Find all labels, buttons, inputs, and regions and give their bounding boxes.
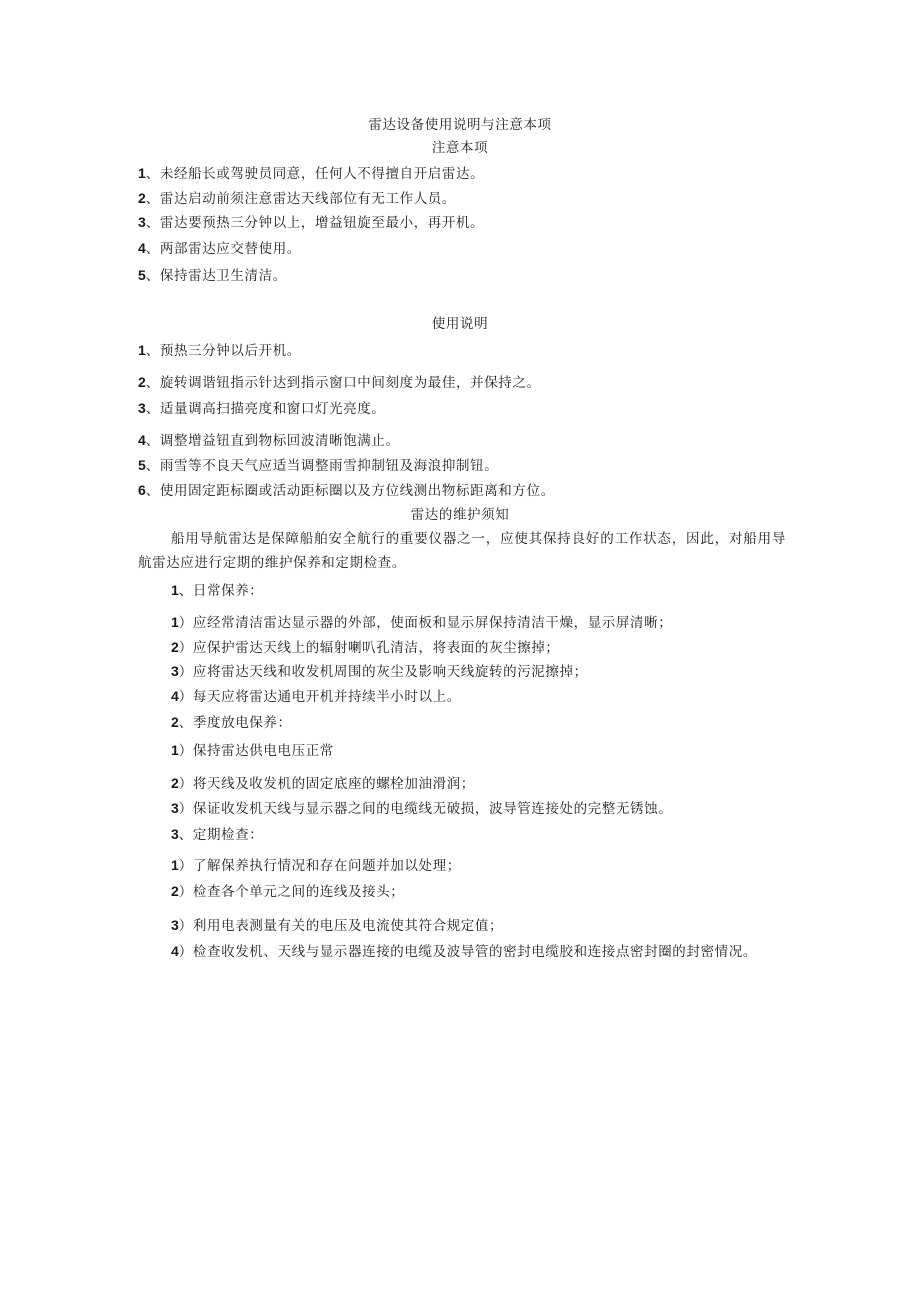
item-text: 、预热三分钟以后开机。	[145, 343, 301, 359]
item-number: 2	[171, 639, 179, 655]
item-number: 2	[171, 883, 179, 899]
item-number: 2	[138, 374, 146, 390]
item-text: 、旋转调谐钮指示针达到指示窗口中间刻度为最佳，并保持之。	[145, 375, 541, 391]
maintenance-item	[171, 916, 503, 935]
precaution-item	[138, 213, 484, 232]
group-title-text: 、日常保养：	[178, 583, 264, 599]
maintenance-item	[171, 882, 404, 901]
item-number: 4	[138, 240, 146, 256]
maintenance-item	[171, 687, 461, 706]
item-text: ）利用电表测量有关的电压及电流使其符合规定值；	[178, 918, 504, 934]
item-number: 3	[138, 214, 146, 230]
maintenance-item	[138, 939, 786, 964]
item-number: 5	[138, 457, 146, 473]
item-number: 4	[171, 943, 179, 959]
item-text: ）保证收发机天线与显示器之间的电缆线无破损，波导管连接处的完整无锈蚀。	[178, 801, 673, 817]
group-title-text: 、季度放电保养：	[178, 715, 292, 731]
item-text: 、适量调高扫描亮度和窗口灯光亮度。	[145, 401, 386, 417]
item-text: ）应将雷达天线和收发机周围的灰尘及影响天线旋转的污泥擦掉；	[178, 664, 588, 680]
item-text: ）将天线及收发机的固定底座的螺栓加油滑润；	[178, 776, 475, 792]
maintenance-item	[171, 662, 588, 681]
maintenance-item	[171, 613, 672, 632]
maintenance-item	[171, 638, 560, 657]
group-number: 2	[171, 714, 179, 730]
item-number: 2	[138, 190, 146, 206]
item-text: ）应经常清洁雷达显示器的外部，使面板和显示屏保持清洁干燥，显示屏清晰；	[178, 615, 673, 631]
item-text: 、使用固定距标圈或活动距标圈以及方位线测出物标距离和方位。	[145, 483, 555, 499]
item-text: 、保持雷达卫生清洁。	[145, 268, 287, 284]
item-number: 2	[171, 775, 179, 791]
maintenance-item	[171, 856, 461, 875]
item-text: 、调整增益钮直到物标回波清晰饱满止。	[145, 433, 400, 449]
group-number: 1	[171, 582, 179, 598]
item-text: ）每天应将雷达通电开机并持续半小时以上。	[178, 689, 461, 705]
precaution-item	[138, 164, 484, 183]
precaution-item	[138, 189, 456, 208]
item-text: ）了解保养执行情况和存在问题并加以处理；	[178, 858, 461, 874]
group-title-text: 、定期检查：	[178, 827, 264, 843]
item-text: 、雨雪等不良天气应适当调整雨雪抑制钮及海浪抑制钮。	[145, 458, 499, 474]
instruction-item	[138, 431, 400, 450]
item-number: 4	[171, 688, 179, 704]
maintenance-item	[171, 741, 334, 760]
item-number: 3	[138, 400, 146, 416]
item-number: 3	[171, 800, 179, 816]
item-number: 1	[138, 342, 146, 358]
item-text: 、雷达要预热三分钟以上，增益钮旋至最小，再开机。	[145, 215, 485, 231]
item-text: 、雷达启动前须注意雷达天线部位有无工作人员。	[145, 191, 456, 207]
maintenance-group-title	[171, 825, 263, 844]
item-number: 6	[138, 482, 146, 498]
item-number: 1	[171, 614, 179, 630]
group-number: 3	[171, 826, 179, 842]
item-number: 3	[171, 917, 179, 933]
maintenance-group-title	[171, 581, 263, 600]
section-heading-maintenance: 雷达的维护须知	[410, 507, 510, 523]
item-text: ）检查收发机、天线与显示器连接的电缆及波导管的密封电缆胶和连接点密封圈的封密情况。	[178, 944, 757, 960]
maintenance-group-title	[171, 713, 292, 732]
item-text: 、两部雷达应交替使用。	[145, 241, 301, 257]
section-heading-precautions: 注意本项	[431, 140, 489, 156]
item-number: 1	[171, 742, 179, 758]
maintenance-item	[171, 799, 672, 818]
item-number: 4	[138, 432, 146, 448]
instruction-item	[138, 481, 555, 500]
maintenance-item	[171, 774, 475, 793]
item-text: 、未经船长或驾驶员同意，任何人不得擅自开启雷达。	[145, 166, 485, 182]
precaution-item	[138, 266, 287, 285]
item-number: 5	[138, 267, 146, 283]
item-number: 3	[171, 663, 179, 679]
instruction-item	[138, 456, 498, 475]
item-text: ）应保护雷达天线上的辐射喇叭孔清洁，将表面的灰尘擦掉；	[178, 640, 560, 656]
item-text: ）检查各个单元之间的连线及接头；	[178, 884, 405, 900]
section-heading-instructions: 使用说明	[431, 316, 489, 332]
precaution-item	[138, 239, 301, 258]
instruction-item	[138, 341, 301, 360]
instruction-item	[138, 399, 386, 418]
item-number: 1	[171, 857, 179, 873]
maintenance-intro-paragraph: 船用导航雷达是保障船舶安全航行的重要仪器之一，应使其保持良好的工作状态，因此，对船用导航雷达应进行定期的维护保养和定期检查。	[138, 531, 786, 571]
instruction-item	[138, 373, 541, 392]
item-number: 1	[138, 165, 146, 181]
document-title: 雷达设备使用说明与注意本项	[368, 117, 552, 133]
item-text: ）保持雷达供电电压正常	[178, 743, 334, 759]
